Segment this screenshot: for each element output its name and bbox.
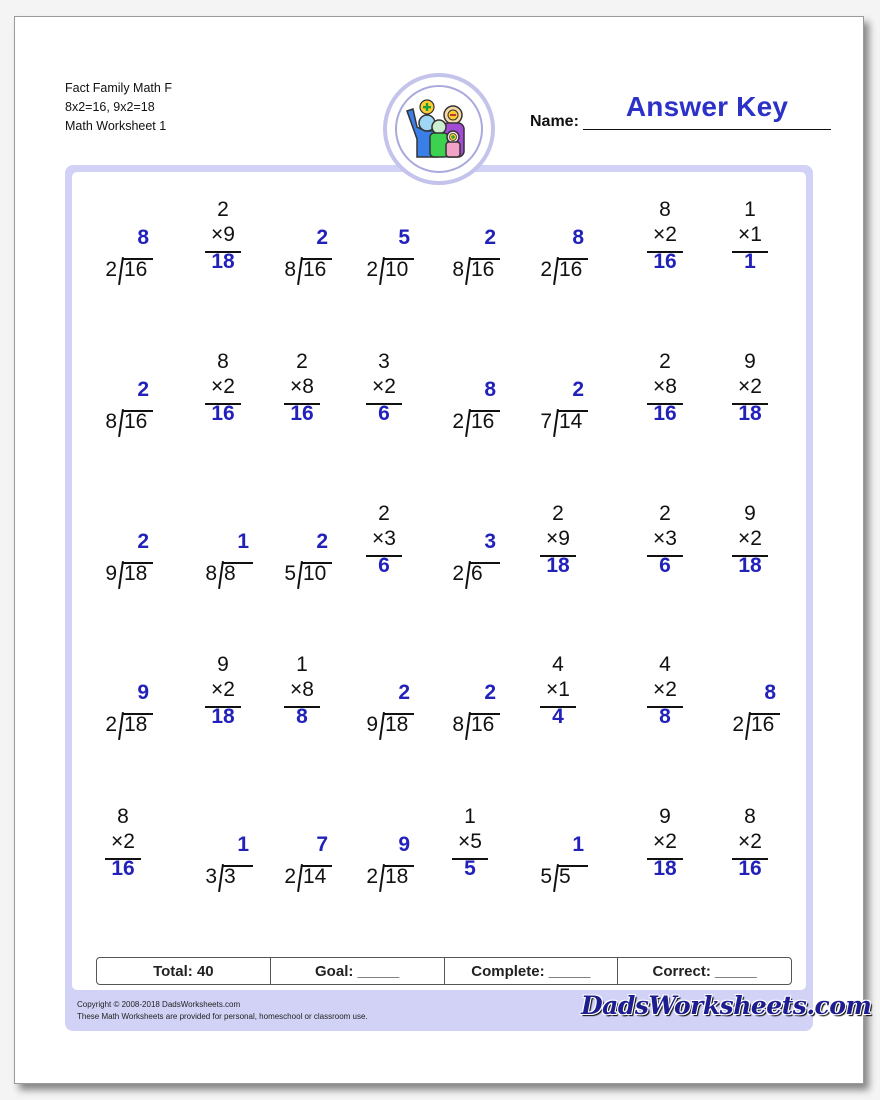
multiplier: ×8: [653, 375, 677, 398]
answer-value: 2: [484, 681, 496, 704]
dividend: 16: [471, 713, 495, 736]
multiplicand: 9: [659, 805, 671, 828]
multiplication-problem: [637, 805, 717, 950]
worksheet-page: [14, 16, 872, 1084]
footer-copyright: [77, 999, 368, 1023]
multiplication-problem: [195, 198, 275, 343]
dividend: 18: [385, 865, 409, 888]
divisor: 2: [452, 562, 464, 585]
multiplication-problem: [274, 350, 354, 495]
multiplication-problem: [95, 805, 175, 950]
divisor: 8: [452, 258, 464, 281]
divisor: 5: [540, 865, 552, 888]
multiplication-problem: [722, 350, 802, 495]
dividend: 8: [224, 562, 236, 585]
answer-value: 8: [137, 226, 149, 249]
name-line: [583, 129, 831, 130]
answer-value: 3: [484, 530, 496, 553]
divisor: 9: [105, 562, 117, 585]
multiplier: ×2: [653, 678, 677, 701]
problem-area: [72, 172, 806, 990]
multiplicand: 1: [296, 653, 308, 676]
multiplier: ×9: [546, 527, 570, 550]
answer-value: 8: [296, 705, 308, 728]
multiplicand: 2: [378, 502, 390, 525]
divisor: 2: [105, 258, 117, 281]
multiplier: ×2: [211, 375, 235, 398]
multiplication-problem: [442, 805, 522, 950]
division-problem: [442, 678, 522, 798]
division-problem: [442, 375, 522, 495]
division-problem: [274, 830, 354, 950]
fact-family-people-icon: [397, 87, 481, 171]
multiplicand: 9: [744, 502, 756, 525]
answer-value: 16: [111, 857, 135, 880]
multiplication-problem: [356, 350, 436, 495]
answer-value: 16: [653, 402, 677, 425]
answer-value: 7: [316, 833, 328, 856]
multiplication-problem: [195, 653, 275, 798]
answer-value: 18: [738, 554, 762, 577]
answer-key-title: Answer Key: [625, 91, 789, 122]
multiplication-problem: [722, 805, 802, 950]
multiplication-problem: [637, 198, 717, 343]
multiplier: ×2: [738, 527, 762, 550]
worksheet-subtitle: Math Worksheet 1: [65, 119, 167, 133]
multiplicand: 2: [217, 198, 229, 221]
answer-value: 5: [464, 857, 476, 880]
dividend: 14: [559, 410, 583, 433]
dividend: 18: [385, 713, 409, 736]
answer-value: 6: [659, 554, 671, 577]
division-problem: [722, 678, 802, 798]
multiplicand: 4: [659, 653, 671, 676]
copyright-text: Copyright © 2008-2018 DadsWorksheets.com: [77, 1000, 241, 1009]
divisor: 3: [205, 865, 217, 888]
divisor: 2: [452, 410, 464, 433]
multiplication-problem: [274, 653, 354, 798]
answer-value: 16: [738, 857, 762, 880]
divisor: 7: [540, 410, 552, 433]
dividend: 16: [751, 713, 775, 736]
answer-value: 16: [211, 402, 235, 425]
dividend: 3: [224, 865, 236, 888]
answer-value: 6: [378, 402, 390, 425]
logo-inner: [395, 85, 483, 173]
usage-notice: These Math Worksheets are provided for personal, homeschool or classroom use.: [77, 1012, 368, 1021]
answer-value: 2: [316, 530, 328, 553]
division-problem: [356, 678, 436, 798]
dividend: 16: [124, 410, 148, 433]
answer-value: 2: [137, 530, 149, 553]
dividend: 14: [303, 865, 327, 888]
division-problem: [95, 527, 175, 647]
multiplicand: 1: [464, 805, 476, 828]
multiplier: ×2: [111, 830, 135, 853]
multiplication-problem: [722, 502, 802, 647]
answer-value: 18: [653, 857, 677, 880]
multiplier: ×8: [290, 678, 314, 701]
multiplicand: 2: [552, 502, 564, 525]
multiplicand: 2: [659, 350, 671, 373]
division-problem: [274, 527, 354, 647]
multiplicand: 8: [659, 198, 671, 221]
multiplicand: 8: [117, 805, 129, 828]
answer-value: 16: [290, 402, 314, 425]
divisor: 8: [452, 713, 464, 736]
division-problem: [442, 223, 522, 343]
multiplier: ×8: [290, 375, 314, 398]
fact-family-logo: [383, 73, 495, 185]
divisor: 8: [284, 258, 296, 281]
answer-value: 9: [137, 681, 149, 704]
answer-value: 1: [237, 530, 249, 553]
divisor: 9: [366, 713, 378, 736]
multiplicand: 8: [744, 805, 756, 828]
multiplier: ×5: [458, 830, 482, 853]
division-problem: [356, 223, 436, 343]
multiplier: ×3: [372, 527, 396, 550]
divisor: 8: [105, 410, 117, 433]
divisor: 5: [284, 562, 296, 585]
worksheet-info: [65, 79, 172, 136]
answer-value: 6: [378, 554, 390, 577]
multiplicand: 1: [744, 198, 756, 221]
answer-value: 16: [653, 250, 677, 273]
dividend: 10: [385, 258, 409, 281]
correct-field: Correct: _____: [652, 963, 757, 980]
division-problem: [95, 375, 175, 495]
name-label: Name:: [530, 113, 579, 130]
division-problem: [95, 678, 175, 798]
divisor: 2: [732, 713, 744, 736]
multiplicand: 9: [217, 653, 229, 676]
division-problem: [195, 830, 275, 950]
multiplier: ×2: [653, 830, 677, 853]
dividend: 16: [471, 410, 495, 433]
answer-value: 9: [398, 833, 410, 856]
division-problem: [530, 830, 610, 950]
multiplicand: 3: [378, 350, 390, 373]
division-problem: [530, 375, 610, 495]
dividend: 18: [124, 562, 148, 585]
answer-value: 8: [659, 705, 671, 728]
divisor: 2: [105, 713, 117, 736]
divisor: 2: [366, 865, 378, 888]
division-problem: [442, 527, 522, 647]
multiplication-problem: [637, 502, 717, 647]
multiplier: ×9: [211, 223, 235, 246]
answer-value: 18: [546, 554, 570, 577]
divisor: 8: [205, 562, 217, 585]
worksheet-title: Fact Family Math F: [65, 81, 172, 95]
multiplier: ×2: [372, 375, 396, 398]
multiplier: ×2: [738, 375, 762, 398]
multiplication-problem: [722, 198, 802, 343]
multiplication-problem: [530, 502, 610, 647]
dividend: 6: [471, 562, 483, 585]
multiplication-problem: [637, 653, 717, 798]
answer-value: 8: [572, 226, 584, 249]
multiplier: ×1: [738, 223, 762, 246]
division-problem: [356, 830, 436, 950]
division-problem: [530, 223, 610, 343]
answer-value: 2: [572, 378, 584, 401]
dividend: 16: [559, 258, 583, 281]
multiplicand: 9: [744, 350, 756, 373]
answer-value: 1: [237, 833, 249, 856]
answer-value: 8: [484, 378, 496, 401]
answer-value: 18: [211, 250, 235, 273]
answer-value: 18: [211, 705, 235, 728]
dividend: 16: [124, 258, 148, 281]
complete-field: Complete: _____: [445, 958, 619, 984]
goal-field: Goal: _____: [271, 958, 445, 984]
division-problem: [95, 223, 175, 343]
multiplier: ×2: [738, 830, 762, 853]
answer-value: 1: [572, 833, 584, 856]
answer-value: 1: [744, 250, 756, 273]
multiplicand: 2: [296, 350, 308, 373]
total-count: Total: 40: [97, 958, 271, 984]
multiplication-problem: [195, 350, 275, 495]
answer-value: 2: [484, 226, 496, 249]
multiplier: ×3: [653, 527, 677, 550]
problem-frame: [65, 165, 872, 1031]
worksheet-facts: 8x2=16, 9x2=18: [65, 100, 155, 114]
answer-value: 2: [398, 681, 410, 704]
multiplication-problem: [530, 653, 610, 798]
answer-value: 5: [398, 226, 410, 249]
multiplicand: 4: [552, 653, 564, 676]
score-bar: [96, 957, 792, 985]
answer-value: 2: [316, 226, 328, 249]
dividend: 5: [559, 865, 571, 888]
answer-value: 18: [738, 402, 762, 425]
multiplicand: 2: [659, 502, 671, 525]
divisor: 2: [366, 258, 378, 281]
answer-value: 8: [764, 681, 776, 704]
multiplication-problem: [637, 350, 717, 495]
dividend: 16: [471, 258, 495, 281]
multiplication-problem: [356, 502, 436, 647]
dividend: 18: [124, 713, 148, 736]
multiplicand: 8: [217, 350, 229, 373]
dividend: 16: [303, 258, 327, 281]
divisor: 2: [540, 258, 552, 281]
answer-value: 2: [137, 378, 149, 401]
brand-logo: DadsWorksheets.com: [581, 991, 872, 1020]
division-problem: [274, 223, 354, 343]
multiplier: ×2: [211, 678, 235, 701]
answer-value: 4: [552, 705, 564, 728]
division-problem: [195, 527, 275, 647]
dividend: 10: [303, 562, 327, 585]
multiplier: ×1: [546, 678, 570, 701]
multiplier: ×2: [653, 223, 677, 246]
divisor: 2: [284, 865, 296, 888]
